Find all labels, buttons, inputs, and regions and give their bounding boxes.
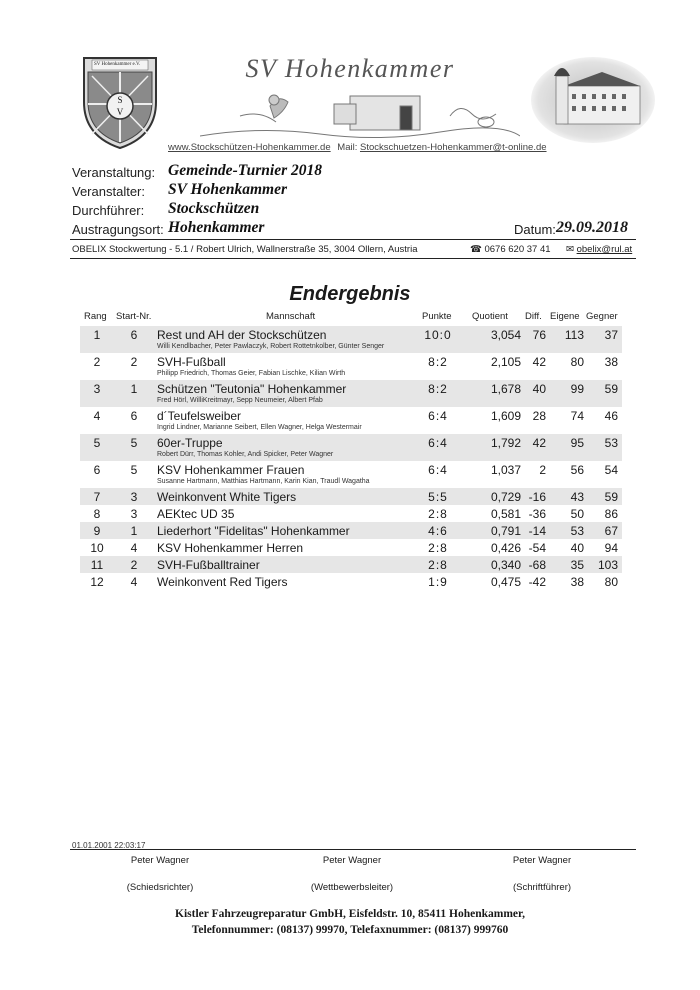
gegner-cell: 37: [604, 328, 618, 342]
club-title: SV Hohenkammer: [245, 54, 455, 83]
svg-text:S: S: [117, 95, 123, 105]
start-nr-cell: 1: [130, 382, 138, 396]
rang-cell: 11: [90, 558, 104, 572]
diff-cell: 40: [532, 382, 546, 396]
team-name: Liederhort "Fidelitas" Hohenkammer: [157, 524, 350, 538]
durchfuehrer-value: Stockschützen: [168, 200, 260, 217]
signature-role: (Schiedsrichter): [126, 882, 194, 893]
team-name: AEKtec UD 35: [157, 507, 235, 521]
rang-cell: 9: [93, 524, 101, 538]
col-quotient: Quotient: [472, 311, 508, 322]
divider-obelix: [70, 258, 636, 259]
team-members: Robert Dürr, Thomas Kohler, Andi Spicker, Peter Wagner: [157, 451, 334, 458]
rang-cell: 5: [93, 436, 101, 450]
col-punkte: Punkte: [422, 311, 452, 322]
table-row: [80, 556, 622, 573]
col-start: Start-Nr.: [116, 311, 152, 322]
col-rang: Rang: [84, 311, 107, 322]
eigene-cell: 99: [570, 382, 584, 396]
print-timestamp: 01.01.2001 22:03:17: [72, 841, 146, 850]
eigene-cell: 56: [570, 463, 584, 477]
rang-cell: 8: [93, 507, 101, 521]
logo-text: SV Hohenkammer e.V.: [94, 62, 141, 67]
gegner-cell: 53: [604, 436, 618, 450]
club-logo: [78, 54, 162, 150]
diff-cell: -68: [528, 558, 546, 572]
signature-name: Peter Wagner: [322, 855, 382, 866]
rang-cell: 7: [93, 490, 101, 504]
col-diff: Diff.: [525, 311, 542, 322]
punkte-cell: 5:5: [428, 490, 448, 504]
quotient-cell: 0,581: [490, 507, 521, 521]
website-line: [168, 142, 547, 153]
team-members: Willi Kendlbacher, Peter Pawlaczyk, Robert Rottetnkolber, Günter Senger: [157, 343, 385, 350]
table-row: [80, 326, 622, 353]
col-eigene: Eigene: [550, 311, 580, 322]
table-row: [80, 353, 622, 380]
gegner-cell: 59: [604, 382, 618, 396]
table-row: [80, 434, 622, 461]
rang-cell: 3: [93, 382, 101, 396]
header-illustration: [200, 86, 520, 142]
ort-label: Austragungsort:: [72, 222, 164, 237]
quotient-cell: 1,037: [490, 463, 521, 477]
gegner-cell: 103: [597, 558, 618, 572]
punkte-cell: 2:8: [428, 541, 448, 555]
punkte-cell: 6:4: [428, 409, 448, 423]
diff-cell: 42: [532, 355, 546, 369]
obelix-mail: [566, 244, 632, 255]
table-row: [80, 573, 622, 590]
eigene-cell: 95: [570, 436, 584, 450]
team-members: Fred Hörl, WilliKreitmayr, Sepp Neumeier, Albert Pfab: [157, 397, 323, 404]
start-nr-cell: 3: [130, 507, 138, 521]
table-row: [80, 461, 622, 488]
table-row: [80, 522, 622, 539]
rang-cell: 10: [90, 541, 104, 555]
veranstalter-value: SV Hohenkammer: [168, 181, 288, 198]
veranstaltung-value: Gemeinde-Turnier 2018: [168, 162, 322, 179]
website-link[interactable]: www.Stockschützen-Hohenkammer.de: [168, 142, 331, 153]
start-nr-cell: 6: [130, 409, 138, 423]
punkte-cell: 2:8: [428, 558, 448, 572]
start-nr-cell: 4: [130, 541, 138, 555]
rang-cell: 4: [93, 409, 101, 423]
gegner-cell: 80: [604, 575, 618, 589]
eigene-cell: 38: [570, 575, 584, 589]
table-row: [80, 505, 622, 522]
col-gegner: Gegner: [586, 311, 618, 322]
mail-label: Mail:: [337, 142, 358, 153]
gegner-cell: 59: [604, 490, 618, 504]
svg-text:V: V: [116, 107, 124, 117]
diff-cell: 28: [532, 409, 546, 423]
team-members: Susanne Hartmann, Matthias Hartmann, Karin Kian, Traudl Wagatha: [157, 478, 370, 485]
team-name: SVH-Fußballtrainer: [157, 558, 260, 572]
punkte-cell: 8:2: [428, 355, 448, 369]
diff-cell: -36: [528, 507, 546, 521]
punkte-cell: 6:4: [428, 436, 448, 450]
phone-number: 0676 620 37 41: [484, 244, 551, 255]
gegner-cell: 86: [604, 507, 618, 521]
veranstaltung-label: Veranstaltung:: [72, 165, 156, 180]
results-heading: Endergebnis: [289, 283, 411, 305]
castle-image: [530, 56, 656, 144]
envelope-icon: ✉: [566, 244, 574, 255]
obelix-phone: [470, 244, 551, 255]
team-name: SVH-Fußball: [157, 355, 226, 369]
table-row: [80, 539, 622, 556]
signature-role: (Schriftführer): [512, 882, 572, 893]
diff-cell: 76: [532, 328, 546, 342]
ort-value: Hohenkammer: [168, 219, 265, 236]
punkte-cell: 10:0: [424, 328, 452, 342]
eigene-cell: 113: [564, 328, 584, 342]
divider-footer: [70, 849, 636, 850]
table-row: [80, 380, 622, 407]
obelix-credit: OBELIX Stockwertung - 5.1 / Robert Ulrich, Wallnerstraße 35, 3004 Ollern, Austria: [72, 244, 418, 255]
start-nr-cell: 2: [130, 558, 138, 572]
eigene-cell: 50: [570, 507, 584, 521]
punkte-cell: 8:2: [428, 382, 448, 396]
eigene-cell: 74: [570, 409, 584, 423]
team-name: Weinkonvent Red Tigers: [157, 575, 288, 589]
punkte-cell: 6:4: [428, 463, 448, 477]
punkte-cell: 2:8: [428, 507, 448, 521]
gegner-cell: 54: [604, 463, 618, 477]
sponsor-line: Telefonnummer: (08137) 99970, Telefaxnummer: (08137) 999760: [191, 924, 509, 936]
quotient-cell: 0,729: [490, 490, 521, 504]
start-nr-cell: 1: [130, 524, 138, 538]
eigene-cell: 40: [570, 541, 584, 555]
diff-cell: -16: [528, 490, 546, 504]
punkte-cell: 4:6: [428, 524, 448, 538]
obelix-email-link[interactable]: obelix@rul.at: [576, 244, 633, 255]
eigene-cell: 43: [570, 490, 584, 504]
diff-cell: 42: [532, 436, 546, 450]
quotient-cell: 0,426: [490, 541, 521, 555]
team-name: KSV Hohenkammer Frauen: [157, 463, 305, 477]
rang-cell: 1: [93, 328, 101, 342]
start-nr-cell: 3: [130, 490, 138, 504]
diff-cell: -14: [528, 524, 546, 538]
col-team: Mannschaft: [266, 311, 316, 322]
mail-link[interactable]: Stockschuetzen-Hohenkammer@t-online.de: [359, 142, 547, 153]
team-members: Philipp Friedrich, Thomas Geier, Fabian Lischke, Kilian Wirth: [157, 370, 346, 377]
start-nr-cell: 5: [130, 463, 138, 477]
team-members: Ingrid Lindner, Marianne Seibert, Ellen Wagner, Helga Westermair: [157, 424, 362, 431]
quotient-cell: 1,792: [490, 436, 521, 450]
diff-cell: 2: [539, 463, 546, 477]
divider-top: [70, 239, 636, 240]
phone-icon: ☎: [470, 244, 482, 255]
quotient-cell: 0,791: [490, 524, 521, 538]
team-name: KSV Hohenkammer Herren: [157, 541, 304, 555]
quotient-cell: 2,105: [490, 355, 521, 369]
rang-cell: 2: [93, 355, 101, 369]
punkte-cell: 1:9: [428, 575, 448, 589]
team-name: 60er-Truppe: [157, 436, 223, 450]
quotient-cell: 1,609: [490, 409, 521, 423]
team-name: Weinkonvent White Tigers: [157, 490, 297, 504]
start-nr-cell: 4: [130, 575, 138, 589]
sponsor-line: Kistler Fahrzeugreparatur GmbH, Eisfeldstr. 10, 85411 Hohenkammer,: [175, 908, 525, 920]
veranstalter-label: Veranstalter:: [72, 184, 145, 199]
eigene-cell: 53: [570, 524, 584, 538]
rang-cell: 6: [93, 463, 101, 477]
start-nr-cell: 5: [130, 436, 138, 450]
quotient-cell: 1,678: [490, 382, 521, 396]
signature-role: (Wettbewerbsleiter): [310, 882, 394, 893]
team-name: Schützen "Teutonia" Hohenkammer: [157, 382, 347, 396]
eigene-cell: 35: [570, 558, 584, 572]
start-nr-cell: 6: [130, 328, 138, 342]
table-row: [80, 488, 622, 505]
gegner-cell: 94: [604, 541, 618, 555]
signature-name: Peter Wagner: [512, 855, 572, 866]
results-table: [80, 326, 622, 590]
start-nr-cell: 2: [130, 355, 138, 369]
gegner-cell: 38: [604, 355, 618, 369]
quotient-cell: 0,340: [490, 558, 521, 572]
datum-label: Datum:: [514, 222, 556, 237]
diff-cell: -42: [528, 575, 546, 589]
quotient-cell: 3,054: [490, 328, 521, 342]
eigene-cell: 80: [570, 355, 584, 369]
team-name: d´Teufelsweiber: [157, 409, 242, 423]
durchfuehrer-label: Durchführer:: [72, 203, 145, 218]
table-row: [80, 407, 622, 434]
datum-value: 29.09.2018: [556, 219, 628, 236]
rang-cell: 12: [90, 575, 104, 589]
gegner-cell: 67: [604, 524, 618, 538]
signature-name: Peter Wagner: [130, 855, 190, 866]
diff-cell: -54: [528, 541, 546, 555]
team-name: Rest und AH der Stockschützen: [157, 328, 327, 342]
gegner-cell: 46: [604, 409, 618, 423]
quotient-cell: 0,475: [490, 575, 521, 589]
